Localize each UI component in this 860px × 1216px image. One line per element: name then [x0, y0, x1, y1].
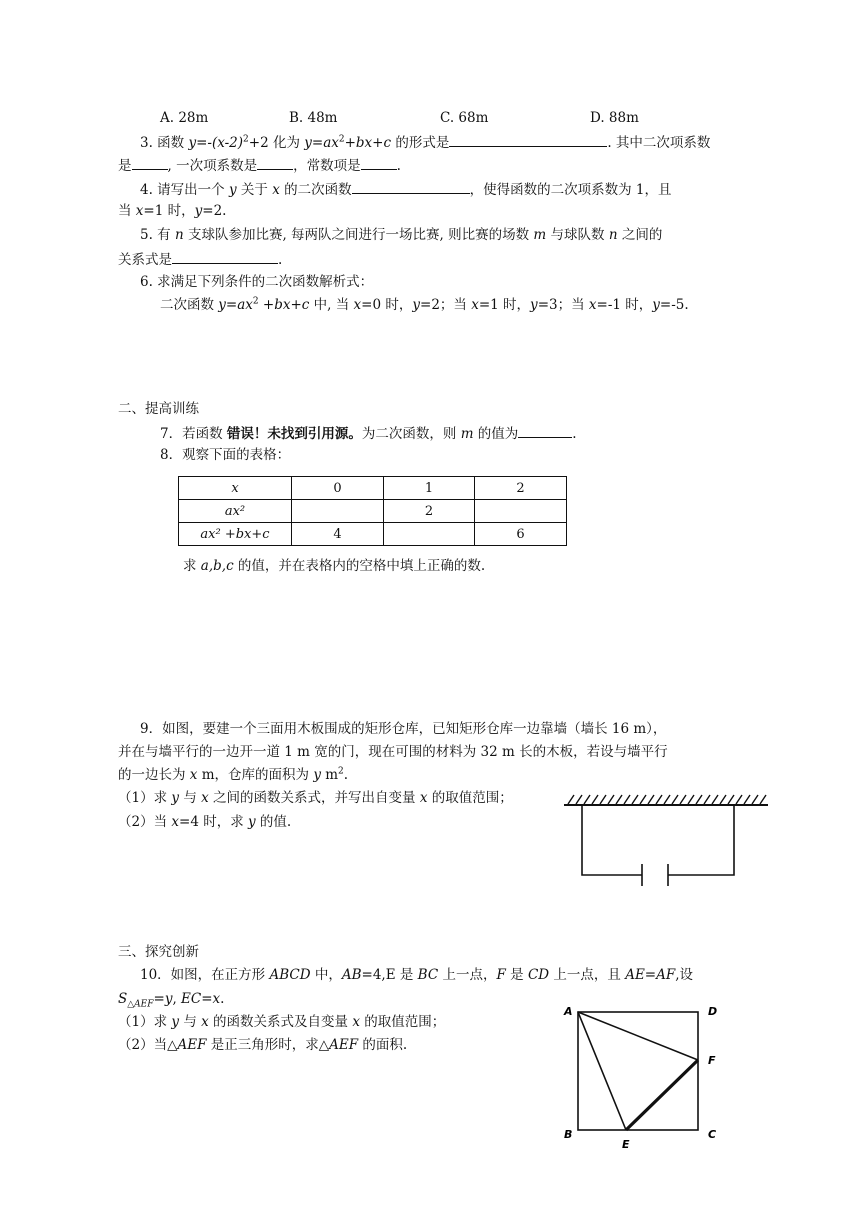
- q10-line-2: $S_{\triangle AEF}=y$, EC=x.: [118, 991, 225, 1010]
- option-c: C. 68m: [440, 110, 489, 126]
- warehouse-fence: [582, 805, 642, 875]
- table-row: [179, 477, 567, 500]
- answer-blank[interactable]: [449, 132, 607, 147]
- q8-after: 求 a,b,c 的值，并在表格内的空格中填上正确的数.: [183, 558, 486, 574]
- table-row: [179, 523, 567, 546]
- table-cell: 6: [475, 523, 567, 546]
- answer-blank[interactable]: [172, 249, 278, 264]
- segment-af: [578, 1012, 698, 1060]
- q8-table: [178, 476, 567, 546]
- q6-line-1: 6. 求满足下列条件的二次函数解析式：: [140, 274, 374, 290]
- point-label-f: F: [708, 1054, 716, 1067]
- answer-blank[interactable]: [132, 155, 168, 170]
- answer-blank[interactable]: [352, 179, 470, 194]
- q5-line-2: 关系式是 .: [118, 249, 282, 269]
- table-cell: ax²: [179, 500, 292, 523]
- table-cell: 2: [384, 500, 475, 523]
- q7-line: 7．若函数 错误！未找到引用源。为二次函数，则 m 的值为 .: [160, 423, 577, 443]
- section-heading: 二、提高训练: [118, 401, 199, 417]
- q9-line-2: 并在与墙平行的一边开一道 1 m 宽的门，现在可围的材料为 32 m 长的木板，若设与墙平行: [118, 744, 668, 760]
- option-a: A. 28m: [160, 110, 209, 126]
- point-label-d: D: [708, 1005, 718, 1018]
- answer-blank[interactable]: [257, 155, 293, 170]
- point-label-a: A: [564, 1005, 573, 1018]
- point-label-c: C: [708, 1128, 717, 1141]
- q10-sub-1: （1）求 y 与 x 的函数关系式及自变量 x 的取值范围；: [118, 1014, 446, 1030]
- square-figure: [560, 1000, 730, 1158]
- q6-line-2: 二次函数 $y=ax^2 +bx+c$ 中, 当 x=0 时，y=2；当 x=1 时，y=3；当 x=-1 时，y=-5.: [160, 296, 689, 313]
- table-cell: 1: [384, 477, 475, 500]
- segment-ef: [626, 1060, 698, 1130]
- section-heading: 三、探究创新: [118, 944, 199, 960]
- q10-line-1: 10．如图，在正方形 ABCD 中，AB=4,E 是 BC 上一点，F 是 CD 上一点，且 AE=AF,设: [140, 967, 694, 983]
- q9-sub-1: （1）求 y 与 x 之间的函数关系式，并写出自变量 x 的取值范围；: [118, 790, 513, 806]
- table-cell[interactable]: [292, 500, 384, 523]
- q4-line-2: 当 x=1 时，y=2.: [118, 203, 227, 219]
- q5-line-1: 5. 有 n 支球队参加比赛, 每两队之间进行一场比赛, 则比赛的场数 m 与球队数 n 之间的: [140, 227, 663, 243]
- table-cell: 2: [475, 477, 567, 500]
- segment-ae: [578, 1012, 626, 1130]
- warehouse-fence: [668, 805, 734, 875]
- q10-sub-2: （2）当△AEF 是正三角形时，求△AEF 的面积.: [118, 1037, 408, 1053]
- point-label-b: B: [564, 1128, 573, 1141]
- q3-line-2: 是 , 一次项系数是 ，常数项是 .: [118, 155, 401, 175]
- q9-line-1: 9．如图，要建一个三面用木板围成的矩形仓库，已知矩形仓库一边靠墙（墙长 16 m），: [140, 721, 667, 737]
- table-row: [179, 500, 567, 523]
- warehouse-figure: [560, 792, 772, 886]
- table-cell: 4: [292, 523, 384, 546]
- point-label-e: E: [622, 1138, 630, 1151]
- table-cell[interactable]: [475, 500, 567, 523]
- q8-intro: 8．观察下面的表格：: [160, 447, 291, 463]
- answer-blank[interactable]: [518, 423, 572, 438]
- wall-hatching: [568, 795, 766, 804]
- table-cell[interactable]: [384, 523, 475, 546]
- q9-sub-2: （2）当 x=4 时，求 y 的值.: [118, 814, 292, 830]
- table-cell: ax² +bx+c: [179, 523, 292, 546]
- table-cell: 0: [292, 477, 384, 500]
- q3-line-1: 3. 函数 $y=-(x-2)^2+2$ 化为 $y=ax^2+bx+c$ 的形式是 . 其中二次项系数: [140, 132, 710, 152]
- q4-line-1: 4. 请写出一个 y 关于 x 的二次函数 ，使得函数的二次项系数为 1，且: [140, 179, 672, 199]
- option-b: B. 48m: [289, 110, 338, 126]
- table-cell: x: [179, 477, 292, 500]
- answer-blank[interactable]: [361, 155, 397, 170]
- square-abcd: [578, 1012, 698, 1130]
- q9-line-3: 的一边长为 x m，仓库的面积为 y $m^2$.: [118, 766, 349, 783]
- option-d: D. 88m: [590, 110, 639, 126]
